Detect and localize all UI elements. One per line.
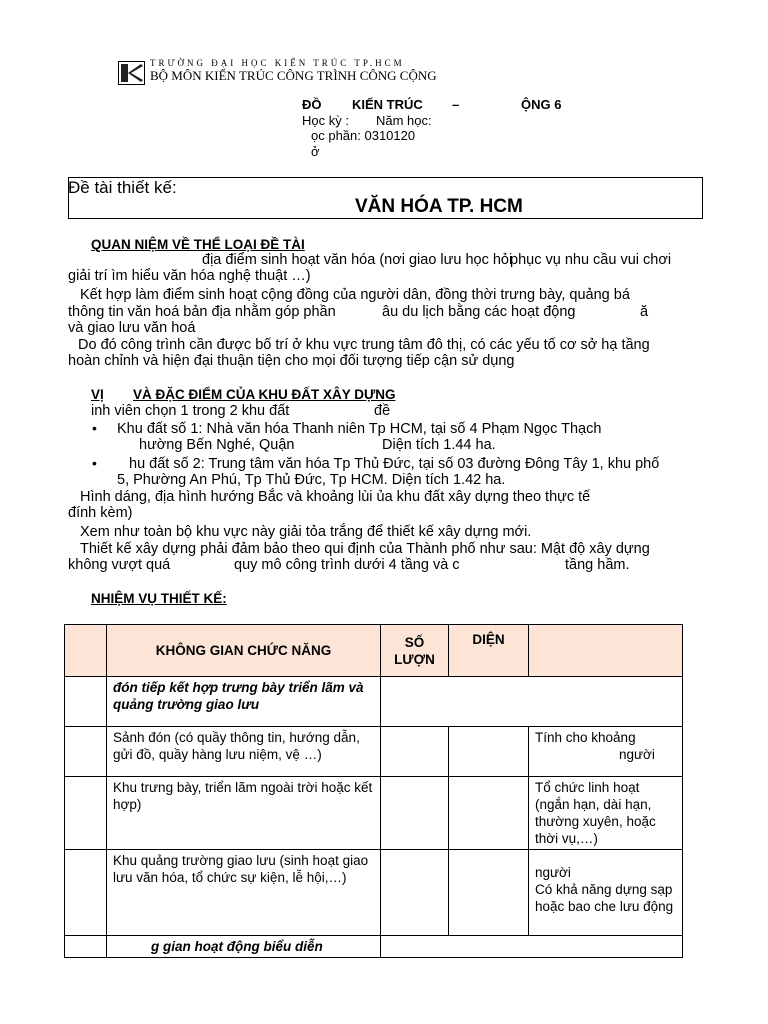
row-note-plaza: [529, 850, 683, 936]
site1-line1: Khu đất số 1: Nhà văn hóa Thanh niên Tp HCM, tại số 4 Phạm Ngọc Thạch: [117, 421, 602, 437]
table-cell: [381, 677, 683, 727]
section1-line7: hoàn chỉnh và hiện đại thuận tiện cho mọi đối tượng tiếp cận sử dụng: [68, 353, 515, 369]
section2-line5a: không vượt quá: [68, 557, 171, 573]
section1-line6: Do đó công trình cần được bố trí ở khu vực trung tâm đô thị, có các yếu tố cơ sở hạ tầng: [78, 337, 650, 353]
table-cell: [381, 936, 683, 958]
section2-intro-b: đề: [374, 403, 391, 419]
section1-line2: giải trí ìm hiểu văn hóa nghệ thuật …): [68, 268, 311, 284]
section1-line4a: thông tin văn hoá bản địa nhằm góp phần: [68, 304, 336, 320]
row-note-lobby-b: người: [619, 747, 655, 762]
header-quantity: SỐ LƯỢN: [381, 625, 449, 677]
header-index-cell: [65, 625, 107, 677]
table-cell: [449, 850, 529, 936]
topic-label: Đề tài thiết kế:: [68, 178, 177, 197]
bullet-dot-1: •: [92, 420, 97, 436]
header-area: DIỆN: [449, 625, 529, 677]
row-space-lobby: Sảnh đón (có quầy thông tin, hướng dẫn, gửi đồ, quầy hàng lưu niệm, vệ …): [107, 727, 381, 777]
section1-line4b: âu du lịch bằng các hoạt động: [382, 304, 576, 320]
table-cell: [381, 850, 449, 936]
row-space-plaza: Khu quảng trường giao lưu (sinh hoạt giao lưu văn hóa, tổ chức sự kiện, lễ hội,…): [107, 850, 381, 936]
section2-line2: đính kèm): [68, 505, 133, 521]
university-logo: [118, 61, 145, 85]
course-level: ỘNG 6: [521, 97, 562, 112]
bullet-dot-2: •: [92, 455, 97, 471]
section2-heading-b: VÀ ĐẶC ĐIỂM CỦA KHU ĐẤT XÂY DỰNG: [133, 387, 396, 402]
section2-intro-a: inh viên chọn 1 trong 2 khu đất: [91, 403, 290, 419]
table-cell: [65, 777, 107, 850]
university-name: TRƯỜNG ĐẠI HỌC KIẾN TRÚC TP.HCM: [150, 58, 405, 68]
section1-line3: Kết hợp làm điểm sinh hoạt cộng đồng của người dân, đồng thời trưng bày, quảng bá: [80, 287, 630, 303]
course-type: ĐỒ: [302, 97, 322, 112]
table-cell: [65, 936, 107, 958]
group-title-reception: đón tiếp kết hợp trưng bày triển lãm và quảng trường giao lưu: [107, 677, 381, 727]
requirements-table: [64, 624, 683, 958]
table-row: [65, 850, 683, 936]
header-space: KHÔNG GIAN CHỨC NĂNG: [107, 625, 381, 677]
table-cell: [381, 777, 449, 850]
course-dash: –: [452, 97, 460, 112]
table-row: [65, 777, 683, 850]
table-cell: [449, 777, 529, 850]
table-group-row: [65, 936, 683, 958]
topic-title: VĂN HÓA TP. HCM: [355, 196, 523, 217]
section2-line4: Thiết kế xây dựng phải đảm bảo theo qui định của Thành phố như sau: Mật độ xây dựng: [80, 541, 650, 557]
school-year-label: Năm học:: [376, 113, 432, 128]
section1-heading: QUAN NIỆM VỀ THỂ LOẠI ĐỀ TÀI: [91, 237, 305, 252]
table-cell: [381, 727, 449, 777]
section2-line5c: tầng hầm.: [565, 557, 630, 573]
row-note-plaza-b: Có khả năng dựng sạp hoặc bao che lưu động: [535, 882, 674, 914]
table-cell: [65, 727, 107, 777]
group-title-performance: g gian hoạt động biểu diễn: [107, 936, 381, 958]
table-cell: [65, 677, 107, 727]
section1-line5: và giao lưu văn hoá: [68, 320, 196, 336]
row-space-exhibition: Khu trưng bày, triển lãm ngoài trời hoặc kết hợp): [107, 777, 381, 850]
row-note-lobby-a: Tính cho khoảng: [535, 730, 636, 745]
section1-line1b: phục vụ nhu cầu vui chơi: [510, 252, 672, 268]
section2-line5b: quy mô công trình dưới 4 tầng và c: [234, 557, 460, 573]
department-name: BỘ MÔN KIẾN TRÚC CÔNG TRÌNH CÔNG CỘNG: [150, 68, 437, 83]
row-note-plaza-a: người: [535, 865, 571, 880]
site1-line2a: hường Bến Nghé, Quận: [139, 437, 295, 453]
section1-line1a: địa điểm sinh hoạt văn hóa (nơi giao lưu học hỏi: [202, 252, 513, 268]
table-group-row: [65, 677, 683, 727]
section2-heading-a: VỊ: [91, 387, 104, 402]
section2-line3: Xem như toàn bộ khu vực này giải tỏa trắng để thiết kế xây dựng mới.: [80, 524, 532, 540]
table-cell: [449, 727, 529, 777]
semester-label: Học kỳ :: [302, 113, 349, 128]
course-code: ọc phần: 0310120: [311, 128, 416, 143]
course-line4: ở: [311, 144, 320, 159]
site1-line2b: Diện tích 1.44 ha.: [382, 437, 496, 453]
table-header-row: [65, 625, 683, 677]
row-note-exhibition: Tổ chức linh hoạt (ngắn hạn, dài hạn, thường xuyên, hoặc thời vụ,…): [529, 777, 683, 850]
section3-heading: NHIỆM VỤ THIẾT KẾ:: [91, 591, 227, 606]
site2-line1: hu đất số 2: Trung tâm văn hóa Tp Thủ Đức, tại số 03 đường Đông Tây 1, khu phố: [129, 456, 660, 472]
header-note-cell: [529, 625, 683, 677]
row-note-lobby: [529, 727, 683, 777]
table-cell: [65, 850, 107, 936]
course-subject: KIẾN TRÚC: [352, 97, 423, 112]
site2-line2: 5, Phường An Phú, Tp Thủ Đức, Tp HCM. Diện tích 1.42 ha.: [117, 472, 506, 488]
section2-line1: Hình dáng, địa hình hướng Bắc và khoảng lùi ủa khu đất xây dựng theo thực tế: [80, 489, 591, 505]
table-row: [65, 727, 683, 777]
section1-line4c: ă: [640, 304, 649, 320]
